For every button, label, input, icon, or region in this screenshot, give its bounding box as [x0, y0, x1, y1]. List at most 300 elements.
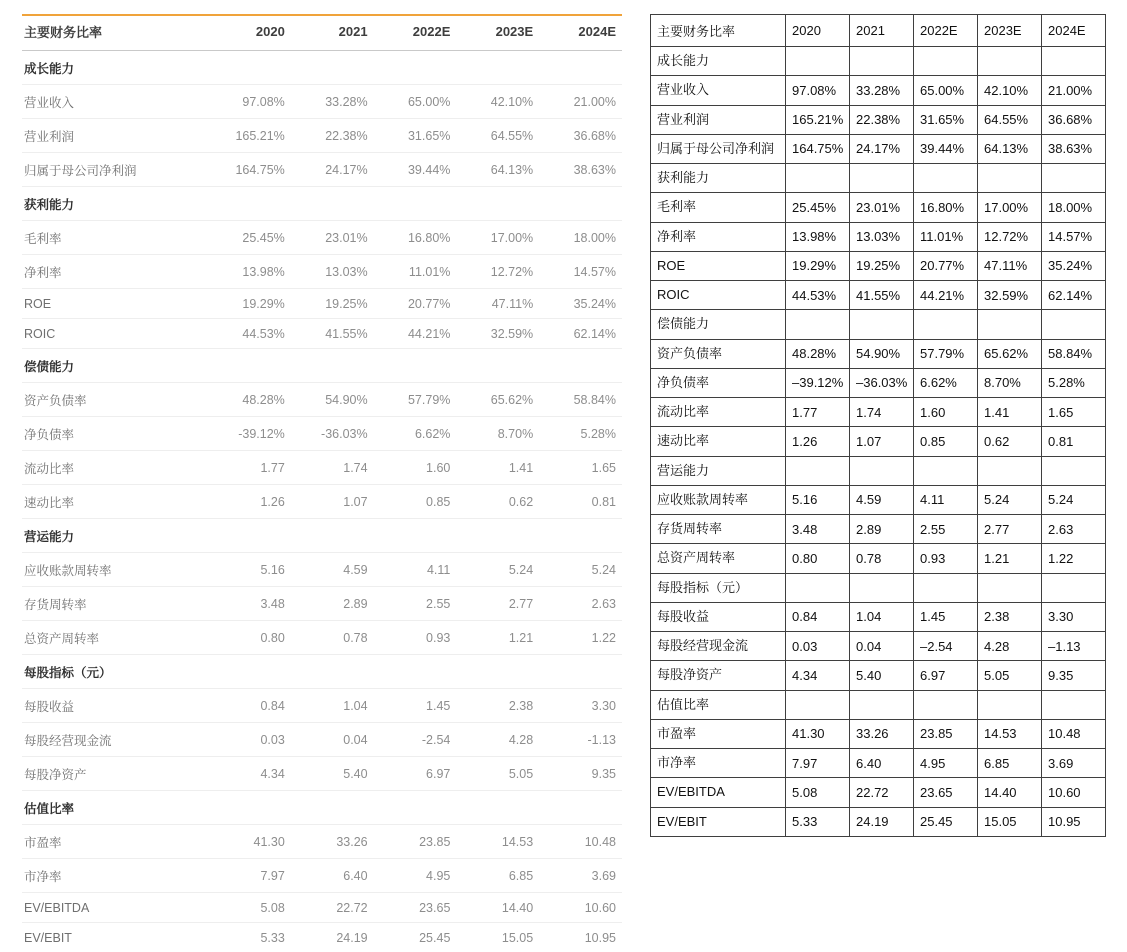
- table-cell: [208, 519, 291, 553]
- table-cell: 16.80%: [914, 193, 978, 222]
- row-label: 毛利率: [22, 221, 208, 255]
- table-cell: 10.48: [539, 825, 622, 859]
- table-cell: 24.19: [291, 923, 374, 952]
- table-cell: 3.48: [786, 515, 850, 544]
- table-row: [651, 749, 1106, 778]
- table-cell: 0.03: [208, 723, 291, 757]
- table-cell: -2.54: [374, 723, 457, 757]
- table-cell: 20.77%: [374, 289, 457, 319]
- table-row: [651, 602, 1106, 631]
- row-label: 每股经营现金流: [22, 723, 208, 757]
- table-cell: 12.72%: [456, 255, 539, 289]
- table-cell: [539, 51, 622, 85]
- table-cell: 5.24: [539, 553, 622, 587]
- table-cell: [374, 655, 457, 689]
- table-cell: 36.68%: [1042, 105, 1106, 134]
- table-cell: 0.84: [208, 689, 291, 723]
- table-cell: [1042, 164, 1106, 193]
- table-cell: 164.75%: [786, 134, 850, 163]
- table-row: [651, 719, 1106, 748]
- table-cell: [374, 51, 457, 85]
- table-cell: 1.26: [786, 427, 850, 456]
- table-cell: 165.21%: [786, 105, 850, 134]
- table-cell: 2.77: [456, 587, 539, 621]
- table-cell: [786, 573, 850, 602]
- table-cell: 32.59%: [978, 281, 1042, 310]
- table-cell: 4.59: [291, 553, 374, 587]
- table-cell: 2.63: [539, 587, 622, 621]
- row-label: 营业收入: [651, 76, 786, 105]
- table-cell: 25.45%: [208, 221, 291, 255]
- table-cell: -39.12%: [208, 417, 291, 451]
- column-header-2021: 2021: [850, 15, 914, 47]
- table-row: [22, 825, 622, 859]
- table-cell: [914, 690, 978, 719]
- table-section-row: [651, 47, 1106, 76]
- table-cell: 0.81: [1042, 427, 1106, 456]
- table-cell: 41.55%: [291, 319, 374, 349]
- table-cell: 1.77: [208, 451, 291, 485]
- row-label: 营业利润: [22, 119, 208, 153]
- row-label: ROE: [651, 251, 786, 280]
- table-cell: 33.28%: [291, 85, 374, 119]
- table-cell: [291, 655, 374, 689]
- table-cell: –39.12%: [786, 368, 850, 397]
- table-section-row: [651, 310, 1106, 339]
- table-cell: 35.24%: [539, 289, 622, 319]
- table-cell: 48.28%: [786, 339, 850, 368]
- table-cell: 4.11: [914, 485, 978, 514]
- table-cell: 1.45: [914, 602, 978, 631]
- table-cell: 1.41: [456, 451, 539, 485]
- table-cell: 12.72%: [978, 222, 1042, 251]
- row-label: 偿债能力: [651, 310, 786, 339]
- table-section-row: [22, 655, 622, 689]
- table-cell: 6.40: [291, 859, 374, 893]
- table-cell: 23.01%: [291, 221, 374, 255]
- table-cell: –2.54: [914, 632, 978, 661]
- table-cell: 13.98%: [786, 222, 850, 251]
- table-row: [651, 251, 1106, 280]
- column-header-2023e: 2023E: [456, 15, 539, 51]
- table-cell: [914, 573, 978, 602]
- table-row: [651, 105, 1106, 134]
- table-cell: [786, 310, 850, 339]
- table-cell: 1.74: [850, 398, 914, 427]
- table-row: [651, 485, 1106, 514]
- table-cell: 16.80%: [374, 221, 457, 255]
- table-cell: 1.60: [374, 451, 457, 485]
- table-cell: [914, 47, 978, 76]
- table-section-row: [22, 791, 622, 825]
- row-label: EV/EBITDA: [651, 778, 786, 807]
- table-cell: 54.90%: [850, 339, 914, 368]
- table-cell: 20.77%: [914, 251, 978, 280]
- table-cell: 15.05: [456, 923, 539, 952]
- table-cell: [539, 187, 622, 221]
- table-cell: [850, 164, 914, 193]
- table-cell: 24.17%: [291, 153, 374, 187]
- table-cell: 6.62%: [914, 368, 978, 397]
- table-cell: 57.79%: [374, 383, 457, 417]
- table-cell: 0.81: [539, 485, 622, 519]
- row-label: 存货周转率: [22, 587, 208, 621]
- table-cell: -36.03%: [291, 417, 374, 451]
- table-cell: [786, 690, 850, 719]
- row-label: 成长能力: [651, 47, 786, 76]
- table-cell: 9.35: [539, 757, 622, 791]
- table-cell: 41.30: [208, 825, 291, 859]
- table-row: [22, 689, 622, 723]
- table-cell: [978, 164, 1042, 193]
- row-label: 净利率: [22, 255, 208, 289]
- table-cell: 19.25%: [291, 289, 374, 319]
- table-header: [651, 15, 1106, 47]
- table-section-row: [651, 573, 1106, 602]
- table-cell: [456, 187, 539, 221]
- row-label: ROIC: [651, 281, 786, 310]
- table-cell: [208, 655, 291, 689]
- row-label: 资产负债率: [651, 339, 786, 368]
- row-label: 归属于母公司净利润: [651, 134, 786, 163]
- table-cell: 5.33: [786, 807, 850, 836]
- table-cell: 19.25%: [850, 251, 914, 280]
- table-cell: 11.01%: [914, 222, 978, 251]
- table-cell: 0.93: [374, 621, 457, 655]
- table-cell: 5.16: [208, 553, 291, 587]
- table-cell: 5.08: [786, 778, 850, 807]
- table-cell: [208, 187, 291, 221]
- table-cell: 38.63%: [1042, 134, 1106, 163]
- table-cell: 22.38%: [850, 105, 914, 134]
- row-label: 成长能力: [22, 51, 208, 85]
- table-cell: 44.21%: [374, 319, 457, 349]
- row-label: 毛利率: [651, 193, 786, 222]
- table-cell: 25.45: [374, 923, 457, 952]
- table-cell: 5.40: [850, 661, 914, 690]
- table-cell: 35.24%: [1042, 251, 1106, 280]
- table-cell: 17.00%: [978, 193, 1042, 222]
- column-header-2021: 2021: [291, 15, 374, 51]
- table-cell: [374, 791, 457, 825]
- table-cell: [291, 519, 374, 553]
- table-row: [651, 632, 1106, 661]
- row-label: 市净率: [22, 859, 208, 893]
- row-label: 速动比率: [22, 485, 208, 519]
- table-cell: [1042, 47, 1106, 76]
- table-cell: [208, 791, 291, 825]
- table-row: [651, 339, 1106, 368]
- table-cell: 42.10%: [978, 76, 1042, 105]
- row-label: 估值比率: [22, 791, 208, 825]
- table-cell: 15.05: [978, 807, 1042, 836]
- table-cell: 1.41: [978, 398, 1042, 427]
- table-section-row: [22, 187, 622, 221]
- column-header-2022e: 2022E: [914, 15, 978, 47]
- table-section-row: [651, 164, 1106, 193]
- table-row: [22, 289, 622, 319]
- table-row: [651, 193, 1106, 222]
- table-cell: 21.00%: [539, 85, 622, 119]
- table-cell: 3.30: [1042, 602, 1106, 631]
- table-cell: 10.95: [1042, 807, 1106, 836]
- table-cell: 54.90%: [291, 383, 374, 417]
- table-row: [22, 255, 622, 289]
- table-cell: [914, 310, 978, 339]
- table-cell: 62.14%: [1042, 281, 1106, 310]
- row-label: 每股净资产: [651, 661, 786, 690]
- table-cell: 44.53%: [786, 281, 850, 310]
- table-row: [651, 778, 1106, 807]
- row-label: 营业利润: [651, 105, 786, 134]
- table-section-row: [651, 690, 1106, 719]
- table-cell: [1042, 690, 1106, 719]
- row-label: 速动比率: [651, 427, 786, 456]
- table-cell: 2.63: [1042, 515, 1106, 544]
- table-cell: 3.48: [208, 587, 291, 621]
- table-cell: [850, 573, 914, 602]
- row-label: EV/EBITDA: [22, 893, 208, 923]
- table-row: [22, 119, 622, 153]
- table-cell: 2.89: [850, 515, 914, 544]
- table-row: [651, 222, 1106, 251]
- table-cell: [978, 690, 1042, 719]
- table-cell: 165.21%: [208, 119, 291, 153]
- grid-table-pane: [640, 0, 1127, 861]
- row-label: EV/EBIT: [651, 807, 786, 836]
- table-cell: 2.55: [914, 515, 978, 544]
- table-cell: 6.85: [978, 749, 1042, 778]
- table-cell: 6.97: [914, 661, 978, 690]
- table-cell: 1.21: [456, 621, 539, 655]
- table-header: [22, 15, 622, 51]
- table-header-row: [651, 15, 1106, 47]
- table-cell: 47.11%: [456, 289, 539, 319]
- table-cell: 3.30: [539, 689, 622, 723]
- table-section-row: [22, 51, 622, 85]
- row-label: ROE: [22, 289, 208, 319]
- table-cell: 0.93: [914, 544, 978, 573]
- table-cell: 39.44%: [374, 153, 457, 187]
- table-cell: 5.28%: [1042, 368, 1106, 397]
- table-cell: 4.95: [374, 859, 457, 893]
- table-cell: 10.60: [539, 893, 622, 923]
- table-cell: 10.48: [1042, 719, 1106, 748]
- table-cell: 23.85: [374, 825, 457, 859]
- column-header-2024e: 2024E: [539, 15, 622, 51]
- table-cell: -1.13: [539, 723, 622, 757]
- table-cell: 4.59: [850, 485, 914, 514]
- table-cell: [456, 655, 539, 689]
- row-label: 应收账款周转率: [22, 553, 208, 587]
- table-row: [651, 661, 1106, 690]
- table-cell: 23.85: [914, 719, 978, 748]
- row-label: 获利能力: [651, 164, 786, 193]
- row-label: 偿债能力: [22, 349, 208, 383]
- row-label: 获利能力: [22, 187, 208, 221]
- table-row: [22, 153, 622, 187]
- table-cell: [1042, 310, 1106, 339]
- table-cell: 1.74: [291, 451, 374, 485]
- table-cell: 0.62: [456, 485, 539, 519]
- table-cell: [374, 187, 457, 221]
- row-label: 营运能力: [22, 519, 208, 553]
- column-header-label: 主要财务比率: [22, 15, 208, 51]
- table-cell: [978, 310, 1042, 339]
- table-cell: 14.53: [456, 825, 539, 859]
- table-cell: 62.14%: [539, 319, 622, 349]
- row-label: 市盈率: [22, 825, 208, 859]
- table-cell: 64.55%: [978, 105, 1042, 134]
- table-cell: 18.00%: [1042, 193, 1106, 222]
- table-cell: 11.01%: [374, 255, 457, 289]
- table-row: [22, 383, 622, 417]
- table-header-row: [22, 15, 622, 51]
- table-row: [651, 515, 1106, 544]
- table-cell: 2.89: [291, 587, 374, 621]
- row-label: 营运能力: [651, 456, 786, 485]
- table-cell: 0.04: [850, 632, 914, 661]
- table-section-row: [651, 456, 1106, 485]
- row-label: 市净率: [651, 749, 786, 778]
- row-label: 估值比率: [651, 690, 786, 719]
- table-cell: 8.70%: [978, 368, 1042, 397]
- table-cell: [978, 47, 1042, 76]
- column-header-2020: 2020: [208, 15, 291, 51]
- table-cell: 19.29%: [786, 251, 850, 280]
- table-row: [22, 319, 622, 349]
- table-cell: 5.24: [978, 485, 1042, 514]
- table-cell: 57.79%: [914, 339, 978, 368]
- table-cell: 31.65%: [914, 105, 978, 134]
- column-header-2020: 2020: [786, 15, 850, 47]
- table-cell: 24.19: [850, 807, 914, 836]
- table-row: [22, 621, 622, 655]
- table-cell: [786, 456, 850, 485]
- table-cell: 19.29%: [208, 289, 291, 319]
- table-cell: 10.60: [1042, 778, 1106, 807]
- table-cell: [850, 47, 914, 76]
- table-cell: 38.63%: [539, 153, 622, 187]
- table-cell: 14.40: [978, 778, 1042, 807]
- table-body: [22, 51, 622, 952]
- row-label: 资产负债率: [22, 383, 208, 417]
- table-cell: 97.08%: [786, 76, 850, 105]
- table-cell: 2.55: [374, 587, 457, 621]
- table-cell: 47.11%: [978, 251, 1042, 280]
- column-header-2024e: 2024E: [1042, 15, 1106, 47]
- table-cell: 41.55%: [850, 281, 914, 310]
- table-cell: 4.11: [374, 553, 457, 587]
- table-row: [22, 553, 622, 587]
- table-cell: 0.80: [786, 544, 850, 573]
- table-cell: 9.35: [1042, 661, 1106, 690]
- table-row: [651, 281, 1106, 310]
- table-cell: [786, 47, 850, 76]
- row-label: 总资产周转率: [651, 544, 786, 573]
- table-cell: 5.33: [208, 923, 291, 952]
- row-label: 净利率: [651, 222, 786, 251]
- row-label: 应收账款周转率: [651, 485, 786, 514]
- table-cell: 25.45%: [786, 193, 850, 222]
- table-cell: [539, 655, 622, 689]
- table-row: [22, 485, 622, 519]
- table-cell: 0.62: [978, 427, 1042, 456]
- table-cell: 5.24: [1042, 485, 1106, 514]
- table-cell: 1.26: [208, 485, 291, 519]
- row-label: 归属于母公司净利润: [22, 153, 208, 187]
- table-cell: [978, 573, 1042, 602]
- row-label: 流动比率: [22, 451, 208, 485]
- row-label: 每股指标（元）: [651, 573, 786, 602]
- table-cell: 39.44%: [914, 134, 978, 163]
- table-cell: 65.62%: [456, 383, 539, 417]
- table-cell: 22.38%: [291, 119, 374, 153]
- column-header-2023e: 2023E: [978, 15, 1042, 47]
- table-cell: –1.13: [1042, 632, 1106, 661]
- table-cell: 44.21%: [914, 281, 978, 310]
- row-label: 营业收入: [22, 85, 208, 119]
- table-cell: 65.62%: [978, 339, 1042, 368]
- table-cell: 48.28%: [208, 383, 291, 417]
- table-cell: 42.10%: [456, 85, 539, 119]
- table-cell: 1.04: [850, 602, 914, 631]
- table-cell: 5.40: [291, 757, 374, 791]
- table-cell: 1.65: [1042, 398, 1106, 427]
- table-cell: 7.97: [208, 859, 291, 893]
- table-cell: 22.72: [291, 893, 374, 923]
- table-cell: 13.03%: [850, 222, 914, 251]
- table-cell: [456, 519, 539, 553]
- row-label: 总资产周转率: [22, 621, 208, 655]
- table-cell: 65.00%: [374, 85, 457, 119]
- table-cell: 64.13%: [456, 153, 539, 187]
- table-cell: 10.95: [539, 923, 622, 952]
- table-cell: 1.04: [291, 689, 374, 723]
- table-cell: [456, 349, 539, 383]
- table-cell: [539, 349, 622, 383]
- table-cell: [374, 519, 457, 553]
- table-cell: [291, 349, 374, 383]
- table-cell: 21.00%: [1042, 76, 1106, 105]
- table-row: [22, 757, 622, 791]
- table-cell: 65.00%: [914, 76, 978, 105]
- table-cell: 44.53%: [208, 319, 291, 349]
- table-cell: 3.69: [539, 859, 622, 893]
- table-cell: 13.03%: [291, 255, 374, 289]
- table-cell: [914, 164, 978, 193]
- table-cell: 1.21: [978, 544, 1042, 573]
- table-cell: 164.75%: [208, 153, 291, 187]
- table-cell: 36.68%: [539, 119, 622, 153]
- row-label: 流动比率: [651, 398, 786, 427]
- table-cell: [456, 51, 539, 85]
- row-label: 每股经营现金流: [651, 632, 786, 661]
- row-label: EV/EBIT: [22, 923, 208, 952]
- table-cell: 0.03: [786, 632, 850, 661]
- table-cell: 8.70%: [456, 417, 539, 451]
- table-cell: 32.59%: [456, 319, 539, 349]
- table-cell: [456, 791, 539, 825]
- table-row: [651, 398, 1106, 427]
- table-cell: [208, 349, 291, 383]
- table-cell: 6.40: [850, 749, 914, 778]
- table-cell: 0.78: [850, 544, 914, 573]
- table-section-row: [22, 519, 622, 553]
- row-label: 每股指标（元）: [22, 655, 208, 689]
- table-cell: 4.28: [978, 632, 1042, 661]
- table-cell: 0.80: [208, 621, 291, 655]
